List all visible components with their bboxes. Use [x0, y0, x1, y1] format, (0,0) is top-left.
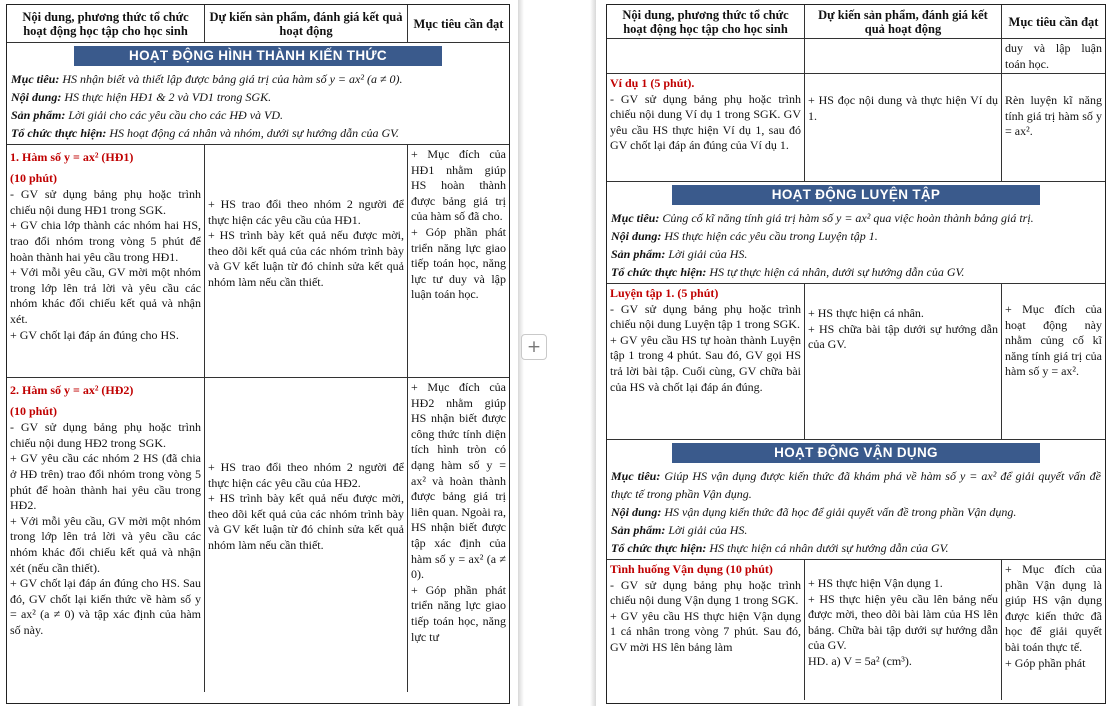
section-hinh-thanh [7, 46, 509, 145]
example-row-vd1 [607, 74, 1105, 182]
hd2-title: 2. Hàm số y = ax² (HĐ2) [10, 383, 134, 397]
th-title: Tình huống Vận dụng (10 phút) [610, 562, 773, 576]
lt-to-chuc: HS tự thực hiện cá nhân, dưới sự hướng dẫn của GV. [709, 265, 965, 279]
vdg-label-noi-dung: Nội dung: [611, 505, 662, 519]
lt1-content-cell [607, 284, 805, 439]
lt-san-pham: Lời giải của HS. [668, 247, 748, 261]
section-banner: HOẠT ĐỘNG HÌNH THÀNH KIẾN THỨC [74, 46, 442, 66]
application-row [607, 560, 1105, 700]
table-header-row [7, 5, 509, 43]
hd1-content-cell [7, 145, 205, 377]
header-col-content-right: Nội dung, phương thức tổ chức hoạt động học tập cho học sinh [607, 5, 805, 38]
noi-dung-text: HS thực hiện HĐ1 & 2 và VD1 trong SGK. [64, 90, 272, 104]
hd2-goal-cell: + Mục đích của HĐ2 nhằm giúp HS nhận biết được công thức tính diện tích hình tròn có dạng hàm số y = ax² và hoàn thành được bảng giá trị liên quan. Ngoài ra, HS nhận biết được tập xác định của hàm số y = ax² (a ≠ 0). + Góp phần phát triển năng lực giao tiếp toán học, năng lực tư [411, 380, 506, 644]
hd1-product-cell: + HS trao đổi theo nhóm 2 người để thực hiện các yêu cầu của HĐ1. + HS trình bày kết quả nếu được mời, theo dõi kết quả của các nhóm trình bày và GV kết luận từ đó chỉnh sửa kết quả nhóm làm nếu cần thiết. [205, 145, 408, 377]
hd1-time: (10 phút) [10, 170, 58, 185]
hd2-steps: - GV sử dụng bảng phụ hoặc trình chiếu nội dung HĐ2 trong SGK. + GV yêu cầu các nhóm 2 HS (đã chia ở HĐ trên) trao đổi nhóm trong vòng 5 phút để hoàn thành hai yêu cầu trong HĐ2. + Với mỗi yêu cầu, GV mời một nhóm trong lớp lên trả lời và yêu cầu các nhóm khác đối chiếu kết quả và nhận xét (nếu cần thiết). + GV chốt lại đáp án đúng cho HS. Sau đó, GV chốt lại kiến thức về hàm số y = ax² (a ≠ 0) và tập xác định của hàm số này. [10, 420, 201, 637]
vd1-steps: - GV sử dụng bảng phụ hoặc trình chiếu nội dung Ví dụ 1 trong SGK. GV yêu cầu HS thực hiện Ví dụ 1, sau đó GV chốt lại đáp án đúng của Ví dụ 1. [610, 91, 801, 153]
lt1-product-cell: + HS thực hiện cá nhân. + HS chữa bài tập dưới sự hướng dẫn của GV. [805, 284, 1002, 439]
header-col-product-right: Dự kiến sản phẩm, đánh giá kết quả hoạt động [805, 5, 1002, 38]
hd1-steps: - GV sử dụng bảng phụ hoặc trình chiếu nội dung HĐ1 trong SGK. + GV chia lớp thành các nhóm hai HS, trao đổi nhóm trong vòng 5 phút để hoàn thành hai yêu cầu trong HĐ1. + Với mỗi yêu cầu, GV mời một nhóm trong lớp lên trả lời và yêu cầu các nhóm khác đối chiếu kết quả và nhận xét. + GV chốt lại đáp án đúng cho HS. [10, 187, 201, 342]
header-col-goal: Mục tiêu cần đạt [413, 16, 504, 31]
continued-goal-cell: duy và lập luận toán học. [1005, 41, 1102, 71]
vdg-to-chuc: HS thực hiện cá nhân dưới sự hướng dẫn của GV. [709, 541, 949, 555]
header-col-product: Dự kiến sản phẩm, đánh giá kết quả hoạt động [205, 5, 408, 42]
vdg-label-san-pham: Sản phẩm: [611, 523, 666, 537]
section-luyen-tap [607, 185, 1105, 284]
label-muc-tieu: Mục tiêu: [11, 72, 60, 86]
vd1-goal-cell: Rèn luyện kĩ năng tính giá trị hàm số y = ax². [1005, 93, 1102, 139]
document-page-right [596, 0, 1112, 706]
lt1-steps: - GV sử dụng bảng phụ hoặc trình chiếu nội dung Luyện tập 1 trong SGK. + GV yêu cầu HS tự hoàn thành Luyện tập 1 trong 4 phút. Sau đó, GV gọi HS trả lời bài tập. Cuối cùng, GV chữa bài của HS và chốt lại đáp án đúng. [610, 301, 801, 394]
vdg-san-pham: Lời giải của HS. [668, 523, 748, 537]
section-banner-van-dung: HOẠT ĐỘNG VẬN DỤNG [672, 443, 1040, 463]
lt-noi-dung: HS thực hiện các yêu cầu trong Luyện tập 1. [664, 229, 878, 243]
section-van-dung [607, 443, 1105, 560]
th-content-cell [607, 560, 805, 700]
label-to-chuc: Tổ chức thực hiện: [11, 126, 107, 140]
hd2-product-cell: + HS trao đổi theo nhóm 2 người để thực hiện các yêu cầu của HĐ2. + HS trình bày kết quả nếu được mời, theo dõi kết quả của các nhóm trình bày và GV kết luận từ đó chỉnh sửa kết quả nhóm làm nếu cần thiết. [205, 378, 408, 692]
lesson-plan-table-left [6, 4, 510, 704]
table-header-row-right [607, 5, 1105, 39]
th-goal-cell: + Mục đích của phần Vận dụng là giúp HS vận dụng được kiến thức đã học để giải quyết bài toán thực tế. + Góp phần phát [1005, 562, 1102, 670]
lt1-goal-cell: + Mục đích của hoạt động này nhằm củng cố kĩ năng tính giá trị của hàm số y = ax². [1005, 302, 1102, 379]
san-pham-text: Lời giải cho các yêu cầu cho các HĐ và VD. [68, 108, 284, 122]
lesson-plan-table-right [606, 4, 1106, 704]
header-col-content: Nội dung, phương thức tổ chức hoạt động học tập cho học sinh [7, 5, 205, 42]
lt-label-noi-dung: Nội dung: [611, 229, 662, 243]
practice-row-lt1 [607, 284, 1105, 440]
vdg-label-muc-tieu: Mục tiêu: [611, 469, 661, 483]
document-page-left [0, 0, 518, 706]
section-banner-luyen-tap: HOẠT ĐỘNG LUYỆN TẬP [672, 185, 1040, 205]
add-page-button[interactable]: + [521, 334, 547, 360]
label-san-pham: Sản phẩm: [11, 108, 66, 122]
lt1-title: Luyện tập 1. (5 phút) [610, 286, 719, 300]
continued-row [607, 39, 1105, 74]
hd2-time: (10 phút) [10, 403, 58, 418]
th-steps: - GV sử dụng bảng phụ hoặc trình chiếu nội dung Vận dụng 1 trong SGK. + GV yêu cầu HS thực hiện Vận dụng 1 cá nhân trong vòng 7 phút. Sau đó, GV mời HS lên bảng làm [610, 577, 801, 654]
lt-label-to-chuc: Tổ chức thực hiện: [611, 265, 707, 279]
hd1-title: 1. Hàm số y = ax² (HĐ1) [10, 150, 134, 164]
muc-tieu-text: HS nhận biết và thiết lập được bảng giá trị của hàm số y = ax² (a ≠ 0). [62, 72, 403, 86]
to-chuc-text: HS hoạt động cá nhân và nhóm, dưới sự hướng dẫn của GV. [109, 126, 399, 140]
lt-muc-tieu: Củng cố kĩ năng tính giá trị hàm số y = ax² qua việc hoàn thành bảng giá trị. [662, 211, 1034, 225]
lt-label-muc-tieu: Mục tiêu: [611, 211, 660, 225]
vd1-product-cell: + HS đọc nội dung và thực hiện Ví dụ 1. [805, 74, 1002, 181]
vdg-muc-tieu: Giúp HS vận dụng được kiến thức đã khám phá về hàm số y = ax² để giải quyết vấn đề thực tế trong phần Vận dụng. [611, 469, 1102, 501]
activity-row-hd1 [7, 145, 509, 378]
activity-row-hd2 [7, 378, 509, 692]
vd1-title: Ví dụ 1 (5 phút). [610, 76, 695, 90]
vdg-noi-dung: HS vận dụng kiến thức đã học để giải quyết vấn đề trong phần Vận dụng. [664, 505, 1017, 519]
lt-label-san-pham: Sản phẩm: [611, 247, 666, 261]
hd2-content-cell [7, 378, 205, 692]
hd1-goal-cell: + Mục đích của HĐ1 nhằm giúp HS hoàn thành được bảng giá trị của hàm số đã cho. + Góp phần phát triển năng lực giao tiếp toán học, năng lực tư duy và lập luận toán học. [411, 147, 506, 302]
vdg-label-to-chuc: Tổ chức thực hiện: [611, 541, 707, 555]
header-col-goal-right: Mục tiêu cần đạt [1008, 14, 1099, 29]
vd1-content-cell [607, 74, 805, 181]
label-noi-dung: Nội dung: [11, 90, 62, 104]
th-product-cell: + HS thực hiện Vận dụng 1. + HS thực hiện yêu cầu lên bảng nếu được mời, theo dõi bài làm của HS lên bảng. Chữa bài tập dưới sự hướng dẫn của GV. HD. a) V = 5a² (cm³). [805, 560, 1002, 700]
